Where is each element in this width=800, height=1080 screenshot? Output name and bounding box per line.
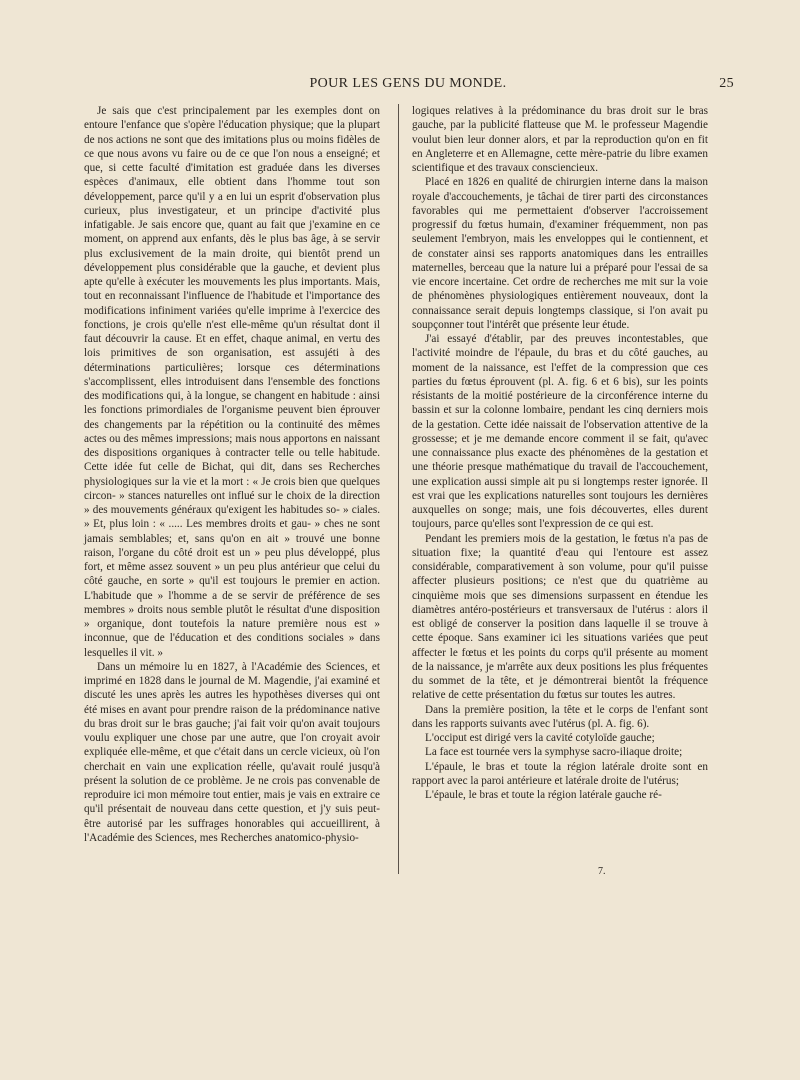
paragraph: L'occiput est dirigé vers la cavité cotyloïde gauche; <box>425 732 655 744</box>
paragraph: Dans un mémoire lu en 1827, à l'Académie des Sciences, et imprimé en 1828 dans le journal de M. Magendie, j'ai examiné et discuté les unes après les autres les hypothèses diverses qui ont été mises en avant pour prendre raison de la prédominance native du bras droit sur le bras gauche; j'ai fait voir qu'on avait toujours voulu expliquer une chose par une autre, que l'on croyait avoir expliquée elle-même, et que c'était dans un cercle vicieux, où l'on cherchait en vain une explication réelle, qu'avait roulé jusqu'à présent la solution de ce problème. Je ne crois pas convenable de reproduire ici mon mémoire tout entier, mais je vais en extraire ce qu'il présentait de nouveau dans cette question, et j'y suis peut-être autorisé par les suffrages honorables qui accueillirent, à l'Académie des Sciences, mes Recherches anatomico-physio- <box>84 660 380 844</box>
paragraph: logiques relatives à la prédominance du bras droit sur le bras gauche, par la publicité flatteuse que M. le professeur Magendie voulut bien leur donner alors, et par la reproduction qu'on en fit en Angleterre et en Allemagne, cette mère-patrie du libre examen scientifique et des travaux consciencieux. <box>412 105 708 174</box>
column-divider <box>398 104 399 874</box>
page-header <box>82 76 734 96</box>
paragraph: L'épaule, le bras et toute la région latérale droite sont en rapport avec la paroi antérieure et latérale droite de l'utérus; <box>412 760 708 787</box>
right-column <box>412 104 708 802</box>
paragraph: L'épaule, le bras et toute la région latérale gauche ré- <box>425 789 662 801</box>
paragraph: Je sais que c'est principalement par les exemples dont on entoure l'enfance que s'opère l'éducation physique; que la plupart de nos actions ne sont que des imitations plus ou moins fidèles de ce que nous avons vu faire ou de ce que l'on nous a enseigné; et que, si cette faculté d'imitation est graduée dans les diverses espèces d'animaux, elle obtient dans l'homme tout son développement, parce qu'il y a en lui un esprit d'observation plus curieux, plus investigateur, et un principe d'activité plus infatigable. Je sais encore que, quant au fait que j'examine en ce moment, on apprend aux enfants, dès le plus bas âge, à se servir plus exclusivement de la main droite, qui bientôt prend un développement plus considérable que la gauche, et devient plus apte qu'elle à exécuter les mouvements les plus importants. Mais, tout en reconnaissant l'influence de l'habitude et l'importance des modifications infiniment variées qu'elle imprime à l'exercice des fonctions, je crois qu'elle n'est elle-même qu'un résultat dont il faut découvrir la cause. Et en effet, chaque animal, en vertu des lois primitives de son organisation, est assujéti à des déterminations particulières; lorsque ces déterminations s'accomplissent, elles introduisent dans l'ensemble des fonctions des modifications qui, à la longue, se changent en habitude : ainsi les fonctions primordiales de l'organisme peuvent bien éprouver des changements par la répétition ou la continuité des mêmes actes ou des mêmes impressions; mais nous apportons en naissant des dispositions organiques à contracter telle ou telle habitude. Cette idée fut celle de Bichat, qui dit, dans ses Recherches physiologiques sur la vie et la mort : « Je crois bien que quelques circon- » stances naturelles ont influé sur le choix de la direction » des mouvements généraux qu'exigent les habitudes so- » ciales. » Et, plus loin : « ..... Les membres droits et gau- » ches ne sont jamais semblables; et, sans qu'on en ait » trouvé une bonne raison, l'organe du côté droit est un » peu plus développé, plus fort, et même assez souvent » un peu plus antérieur que celui du côté gauche, en sorte » qu'il est toujours le premier en action. L'habitude que » l'homme a de se servir de préférence de ses membres » droits nous semble plutôt le résultat d'une disposition » organique, dont toutefois la nature première nous est » inconnue, que de l'éducation et des conditions sociales » dans lesquelles il vit. » <box>84 105 380 659</box>
paragraph: J'ai essayé d'établir, par des preuves incontestables, que l'activité moindre de l'épaule, du bras et du côté gauches, au moment de la naissance, est l'effet de la compression que ces parties du fœtus éprouvent (pl. A. fig. 6 et 6 bis), sur les points résistants de la moitié postérieure de la circonférence interne du bassin et sur la colonne lombaire, pendant les cinq derniers mois de la gestation. Cette idée naissait de l'observation attentive de la grossesse; et je me demande encore comment il se fait, qu'avec une connaissance plus exacte des phénomènes de la gestation et une théorie presque mathématique du travail de l'accouchement, une explication aussi simple ait pu si longtemps rester ignorée. Il est vrai que les explications naturelles sont toujours les dernières auxquelles on songe; mais, une fois découvertes, elles durent toujours, parce qu'elles sont l'expression de ce qui est. <box>412 333 708 531</box>
paragraph: La face est tournée vers la symphyse sacro-iliaque droite; <box>425 746 683 759</box>
paragraph: Dans la première position, la tête et le corps de l'enfant sont dans les rapports suivants avec l'utérus (pl. A. fig. 6). <box>412 703 708 730</box>
paragraph: Placé en 1826 en qualité de chirurgien interne dans la maison royale d'accouchements, je tâchai de tirer parti des circonstances favorables qui me permettaient d'observer l'accroissement progressif du fœtus humain, d'examiner fréquemment, non pas seulement l'embryon, mais les enveloppes qui le contiennent, et de constater ainsi ses rapports anatomiques dans les entrailles maternelles, berceau que la nature lui a préparé pour l'essai de sa vie encore incertaine. Cet ordre de recherches me mit sur la voie de phénomènes physiologiques entièrement nouveaux, dont la connaissance serait depuis longtemps classique, si l'on avait pu soupçonner tout l'intérêt que présente leur étude. <box>412 176 708 331</box>
paragraph: Pendant les premiers mois de la gestation, le fœtus n'a pas de situation fixe; la quantité d'eau qui l'entoure est assez considérable, comparativement à son volume, pour qu'il puisse affecter plusieurs positions; ce n'est que du quatrième au cinquième mois que ses dimensions surpassent en étendue les diamètres antéro-postérieurs et transversaux de l'utérus : alors il est obligé de conserver la position dans laquelle il se trouve à cette époque. Sans examiner ici les situations variées que peut affecter le fœtus et les points du corps qu'il présente au moment de la naissance, je m'arrête aux deux positions les plus fréquentes du sommet de la tête, et je démontrerai bientôt la fréquence relative de cette présentation du fœtus sur toutes les autres. <box>412 532 708 702</box>
left-column <box>84 104 380 845</box>
page-number: 25 <box>719 76 734 91</box>
running-head: POUR LES GENS DU MONDE. <box>309 76 507 91</box>
signature-mark: 7. <box>598 866 606 877</box>
